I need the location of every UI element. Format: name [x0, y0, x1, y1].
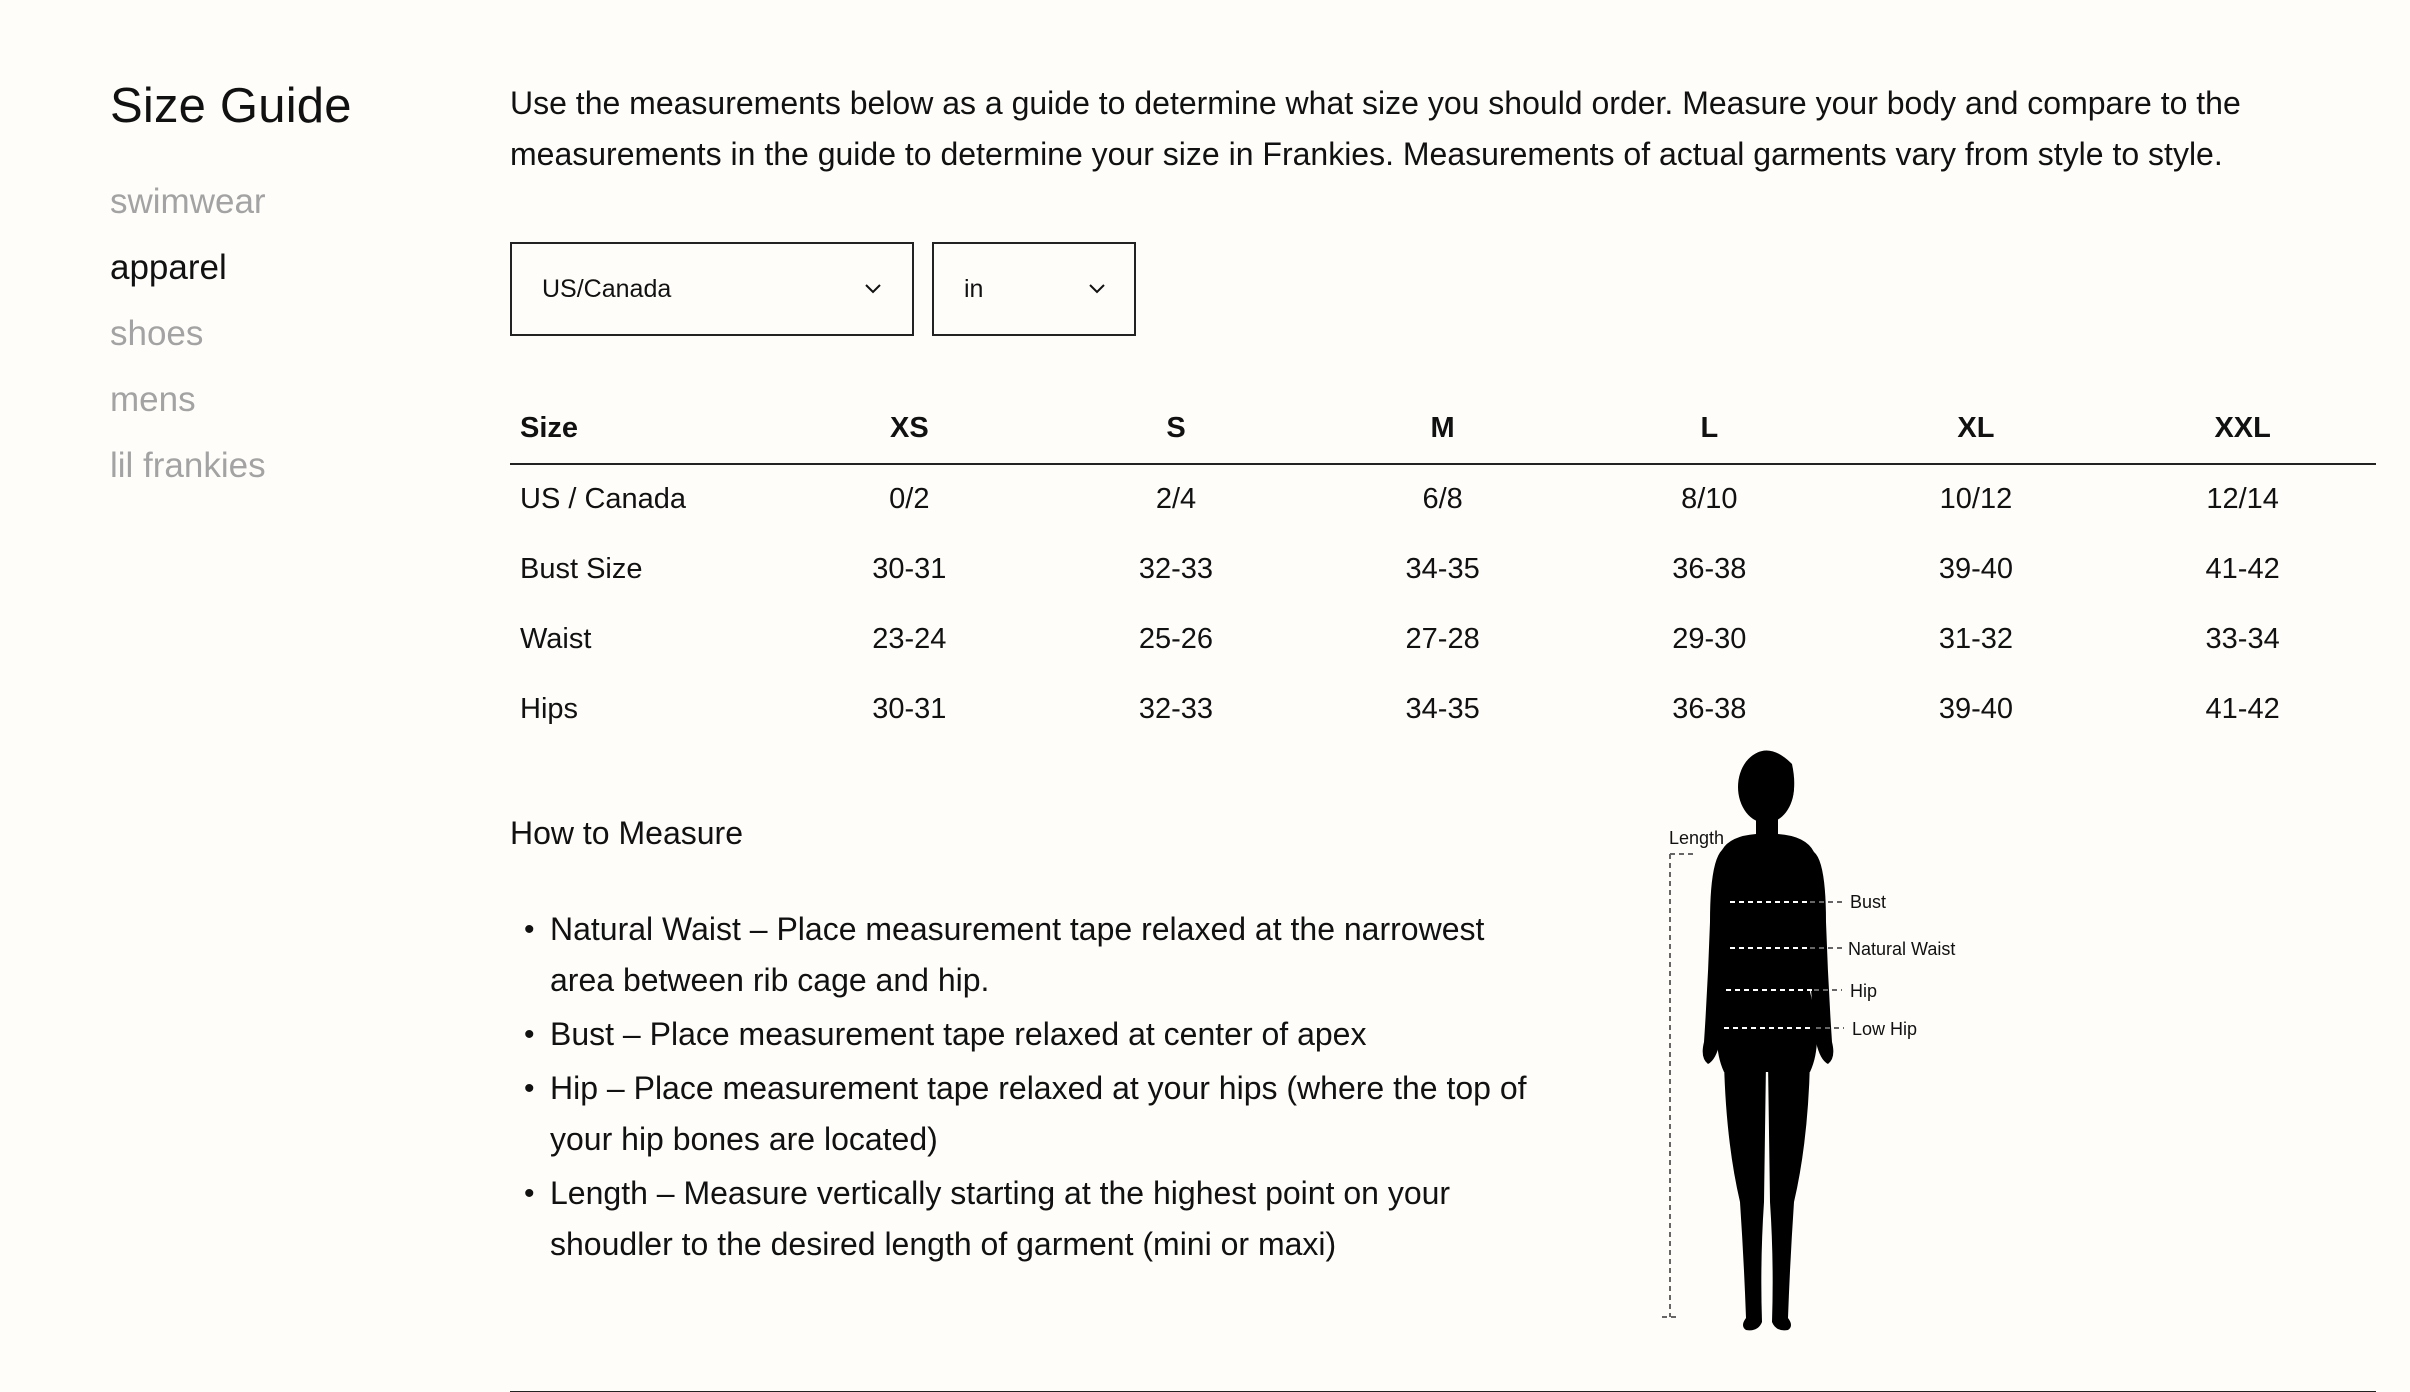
table-cell: 29-30 [1672, 622, 1747, 655]
table-cell: 41-42 [2205, 692, 2280, 725]
table-cell: 0/2 [889, 483, 930, 515]
how-to-measure-list [510, 904, 1560, 1270]
table-cell: 39-40 [1938, 552, 2014, 585]
region-select-value: US/Canada [542, 274, 672, 303]
sidebar-item-shoes[interactable]: shoes [110, 314, 204, 353]
table-cell: 12/14 [2206, 483, 2279, 515]
table-cell: 34-35 [1405, 552, 1480, 585]
bust-label: Bust [1850, 892, 1887, 912]
table-cell: 32-33 [1138, 692, 1214, 725]
natural-waist-label: Natural Waist [1848, 939, 1956, 959]
table-row [510, 604, 2376, 674]
row-label: Waist [520, 622, 592, 655]
column-header: XL [1843, 394, 2110, 464]
table-cell: 27-28 [1405, 622, 1480, 655]
table-cell: 8/10 [1681, 483, 1738, 515]
table-cell: 30-31 [872, 692, 947, 725]
table-cell: 6/8 [1422, 483, 1463, 515]
table-cell: 41-42 [2205, 552, 2280, 585]
how-to-measure-title: How to Measure [510, 815, 743, 851]
page-title: Size Guide [110, 79, 352, 133]
table-cell: 30-31 [872, 552, 947, 585]
column-header: M [1309, 394, 1576, 464]
table-cell: 32-33 [1138, 552, 1214, 585]
table-row [510, 534, 2376, 604]
table-cell: 2/4 [1155, 483, 1197, 515]
hip-label: Hip [1850, 981, 1878, 1001]
intro-text: Use the measurements below as a guide to determine what size you should order. Measure your body and compare to the measurements in the guide to determine your size in Frankies. Measurements of actual garments vary from style to style. [510, 85, 2241, 172]
sidebar-item-swimwear[interactable]: swimwear [110, 182, 266, 221]
chevron-down-icon [1088, 283, 1106, 295]
column-header: Size [510, 394, 776, 464]
how-to-measure [510, 815, 1560, 1273]
row-label: US / Canada [520, 483, 687, 515]
table-cell: 39-40 [1938, 692, 2014, 725]
chevron-down-icon [864, 283, 882, 295]
list-item: • Natural Waist – Place measurement tape relaxed at the narrowest area between rib cage and hip. [510, 904, 1540, 1006]
region-select[interactable] [510, 242, 914, 336]
list-item: • Bust – Place measurement tape relaxed at center of apex [510, 1009, 1540, 1060]
row-label: Bust Size [520, 552, 643, 585]
table-cell: 36-38 [1672, 692, 1747, 725]
low-hip-label: Low Hip [1852, 1019, 1918, 1039]
table-cell: 31-32 [1938, 622, 2014, 655]
row-label: Hips [520, 692, 579, 725]
sidebar-item-apparel[interactable]: apparel [110, 248, 227, 287]
sidebar-item-lil-frankies[interactable]: lil frankies [110, 446, 266, 485]
unit-select[interactable] [932, 242, 1136, 336]
selector-row [510, 242, 2376, 336]
table-cell: 23-24 [872, 622, 947, 655]
table-row [510, 464, 2376, 534]
table-header-row [510, 394, 2376, 464]
measurement-figure [1660, 742, 2020, 1342]
sidebar [110, 78, 450, 502]
list-item: • Length – Measure vertically starting at the highest point on your shoudler to the desired length of garment (mini or maxi) [510, 1168, 1540, 1270]
length-label: Length [1669, 828, 1725, 848]
table-cell: 25-26 [1138, 622, 1214, 655]
sidebar-item-mens[interactable]: mens [110, 380, 196, 419]
table-cell: 10/12 [1939, 483, 2013, 515]
column-header: L [1576, 394, 1843, 464]
main-content [510, 78, 2376, 744]
list-item: • Hip – Place measurement tape relaxed at your hips (where the top of your hip bones are located) [510, 1063, 1540, 1165]
size-table [510, 394, 2376, 744]
unit-select-value: in [964, 274, 984, 303]
table-cell: 36-38 [1672, 552, 1747, 585]
category-nav [110, 172, 450, 502]
table-row [510, 674, 2376, 744]
table-cell: 34-35 [1405, 692, 1480, 725]
column-header: S [1043, 394, 1310, 464]
table-cell: 33-34 [2205, 622, 2280, 655]
column-header: XS [776, 394, 1043, 464]
column-header: XXL [2109, 394, 2376, 464]
